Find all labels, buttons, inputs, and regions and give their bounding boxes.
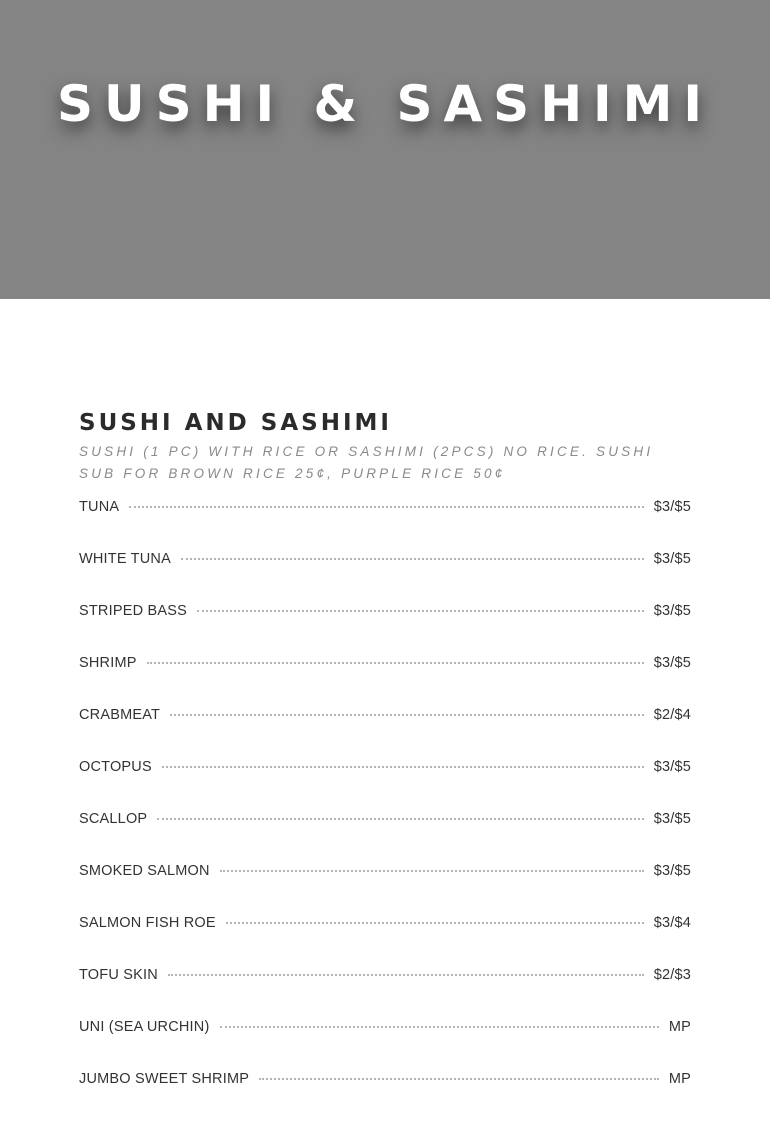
leader-dots (129, 506, 643, 508)
menu-item (79, 863, 691, 915)
menu-item-name: SCALLOP (79, 811, 148, 827)
menu-item-price: $3/$5 (653, 499, 691, 515)
menu-item-list (79, 499, 691, 1123)
menu-item-price: $2/$4 (653, 707, 691, 723)
menu-section (79, 407, 691, 1123)
menu-item (79, 603, 691, 655)
menu-item (79, 1019, 691, 1071)
leader-dots (259, 1078, 659, 1080)
leader-dots (147, 662, 644, 664)
hero-banner (0, 0, 770, 299)
menu-item-name: SMOKED SALMON (79, 863, 210, 879)
menu-item-price: $3/$5 (653, 551, 691, 567)
section-description: SUSHI (1 PC) WITH RICE OR SASHIMI (2PCS) NO RICE. SUSHI SUB FOR BROWN RICE 25¢, PURPLE RICE 50¢ (79, 444, 654, 481)
menu-item-price: $3/$5 (653, 655, 691, 671)
section-title: SUSHI AND SASHIMI (79, 410, 392, 436)
hero-title: SUSHI & SASHIMI (56, 75, 713, 133)
menu-item-name: SALMON FISH ROE (79, 915, 216, 931)
menu-item-name: OCTOPUS (79, 759, 152, 775)
leader-dots (226, 922, 644, 924)
menu-item-name: SHRIMP (79, 655, 137, 671)
menu-item (79, 707, 691, 759)
menu-item-price: $3/$5 (653, 603, 691, 619)
menu-item-price: MP (668, 1019, 691, 1035)
menu-item-name: UNI (SEA URCHIN) (79, 1019, 210, 1035)
menu-item-price: $3/$5 (653, 863, 691, 879)
menu-item-name: CRABMEAT (79, 707, 161, 723)
menu-item-name: TUNA (79, 499, 120, 515)
menu-item-price: $3/$4 (653, 915, 691, 931)
menu-item-name: JUMBO SWEET SHRIMP (79, 1071, 250, 1087)
menu-item (79, 499, 691, 551)
leader-dots (168, 974, 644, 976)
leader-dots (162, 766, 644, 768)
leader-dots (197, 610, 644, 612)
menu-item (79, 967, 691, 1019)
menu-item-price: $3/$5 (653, 759, 691, 775)
menu-item (79, 915, 691, 967)
menu-item-name: WHITE TUNA (79, 551, 171, 567)
menu-item-price: MP (668, 1071, 691, 1087)
menu-item (79, 1071, 691, 1123)
leader-dots (220, 1026, 659, 1028)
menu-item-price: $2/$3 (653, 967, 691, 983)
menu-item-name: TOFU SKIN (79, 967, 158, 983)
menu-item-price: $3/$5 (653, 811, 691, 827)
menu-item (79, 759, 691, 811)
leader-dots (170, 714, 644, 716)
leader-dots (157, 818, 643, 820)
leader-dots (181, 558, 644, 560)
leader-dots (220, 870, 644, 872)
menu-item (79, 551, 691, 603)
menu-item-name: STRIPED BASS (79, 603, 187, 619)
menu-item (79, 655, 691, 707)
menu-item (79, 811, 691, 863)
